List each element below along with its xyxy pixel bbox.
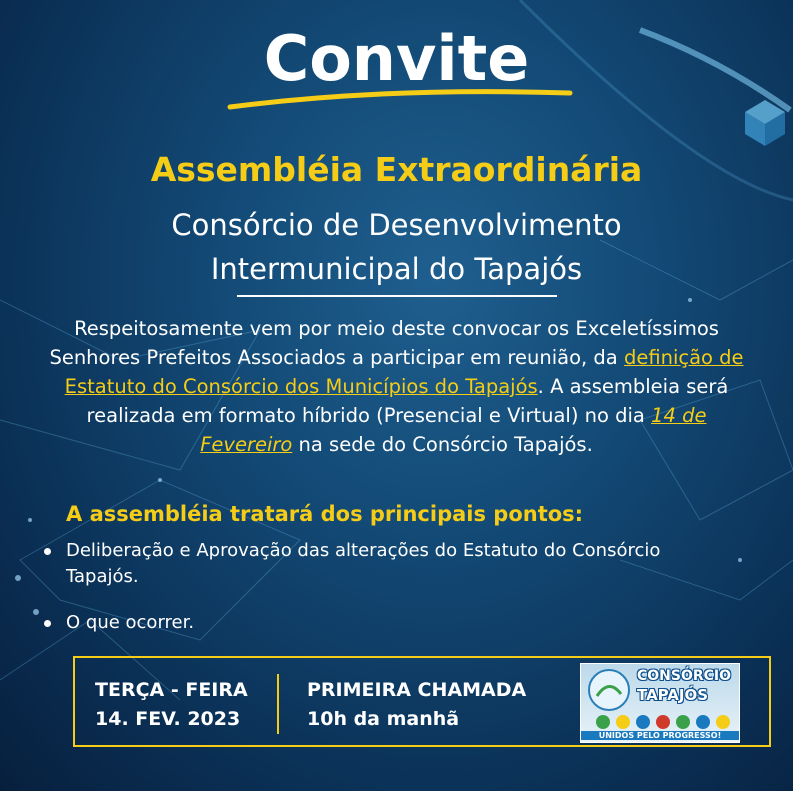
agenda-item-text: Deliberação e Aprovação das alterações do Estatuto do Consórcio Tapajós. xyxy=(66,540,661,587)
logo-slogan: UNIDOS PELO PROGRESSO! xyxy=(581,731,739,740)
divider-line xyxy=(237,295,557,297)
agenda-item-text: O que ocorrer. xyxy=(66,612,195,633)
organization-name-line1: Consórcio de Desenvolvimento xyxy=(171,208,622,242)
invitation-body xyxy=(40,314,753,459)
date-label: 14. FEV. 2023 xyxy=(95,708,241,730)
bullet-icon xyxy=(44,620,51,627)
invite-title: Convite xyxy=(263,22,530,95)
agenda-list xyxy=(44,538,724,636)
date-link[interactable]: 14 de Fevereiro xyxy=(200,404,707,456)
cube-decoration xyxy=(745,100,785,146)
event-details-box xyxy=(73,656,771,747)
organization-name-line2: Intermunicipal do Tapajós xyxy=(210,252,583,286)
consortium-logo xyxy=(580,663,740,743)
details-divider xyxy=(277,674,279,734)
date-column xyxy=(95,676,248,734)
agenda-title: A assembléia tratará dos principais pontos: xyxy=(66,502,584,526)
agenda-item xyxy=(44,538,724,590)
time-column xyxy=(307,676,526,734)
agenda-item xyxy=(44,610,724,636)
event-heading: Assembléia Extraordinária xyxy=(150,150,643,189)
bullet-icon xyxy=(44,548,51,555)
call-label: PRIMEIRA CHAMADA xyxy=(307,679,527,701)
body-text-part2: . A assembleia será realizada em formato híbrido (Presencial e Virtual) no dia xyxy=(86,375,729,427)
logo-name: CONSÓRCIO xyxy=(637,668,732,684)
logo-place: TAPAJÓS xyxy=(637,686,709,704)
time-label: 10h da manhã xyxy=(307,708,460,730)
weekday-label: TERÇA - FEIRA xyxy=(95,679,248,701)
title-underline-swoosh xyxy=(225,85,575,115)
organization-name xyxy=(0,203,793,291)
statute-link[interactable]: definição de Estatuto do Consórcio dos Municípios do Tapajós xyxy=(64,346,744,398)
body-text-part1: Respeitosamente vem por meio deste convocar os Exceletíssimos Senhores Prefeitos Associados a participar em reunião, da xyxy=(49,317,719,369)
body-text-part3: na sede do Consórcio Tapajós. xyxy=(292,433,593,456)
